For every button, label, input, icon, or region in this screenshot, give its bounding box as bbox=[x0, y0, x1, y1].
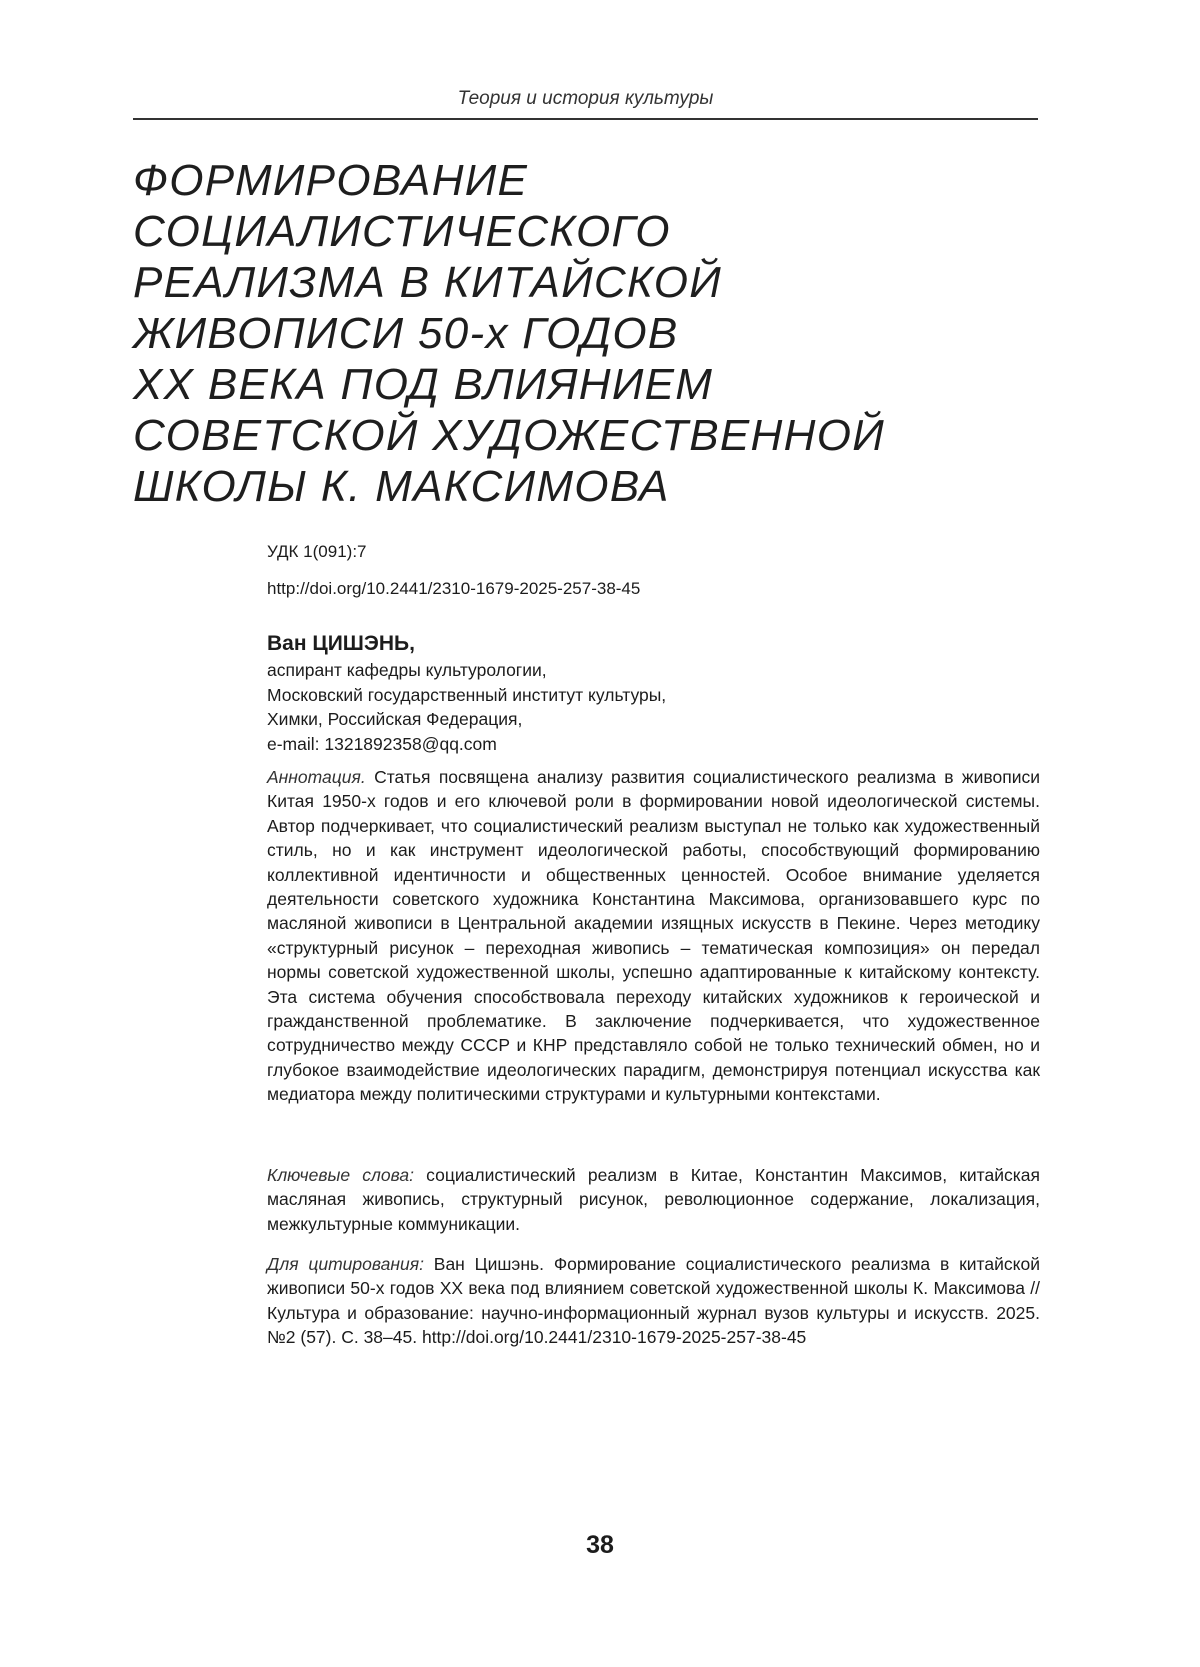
title-line: РЕАЛИЗМА В КИТАЙСКОЙ bbox=[133, 258, 723, 307]
author-location: Химки, Российская Федерация, bbox=[267, 709, 523, 729]
title-line: ШКОЛЫ К. МАКСИМОВА bbox=[133, 462, 670, 511]
abstract bbox=[267, 765, 1040, 1107]
citation-text: Ван Цишэнь. Формирование социалистического реализма в китайской живописи 50-х годов XX века под влиянием советской художественной школы К. Максимова // Культура и образование: научно-информационный журнал вузов культуры и искусств. 2025. №2 (57). С. 38–45. http://doi.org/10.2441/2310-1679-2025-257-38-45 bbox=[267, 1254, 1040, 1348]
keywords-text: социалистический реализм в Китае, Константин Максимов, китайская масляная живопись, структурный рисунок, революционное содержание, локализация, межкультурные коммуникации. bbox=[267, 1165, 1040, 1234]
keywords bbox=[267, 1163, 1040, 1236]
header-divider bbox=[133, 118, 1038, 120]
title-line: XX ВЕКА ПОД ВЛИЯНИЕМ bbox=[133, 360, 714, 409]
running-header: Теория и история культуры bbox=[457, 88, 714, 109]
title-line: СОЦИАЛИСТИЧЕСКОГО bbox=[133, 207, 671, 256]
doi-link[interactable]: http://doi.org/10.2441/2310-1679-2025-257-38-45 bbox=[267, 579, 641, 598]
udk-code: УДК 1(091):7 bbox=[267, 542, 367, 561]
title-line: СОВЕТСКОЙ ХУДОЖЕСТВЕННОЙ bbox=[133, 411, 886, 460]
author-institution: Московский государственный институт культуры, bbox=[267, 684, 667, 705]
page-number: 38 bbox=[586, 1531, 614, 1559]
author-block bbox=[267, 630, 1047, 756]
abstract-text: Статья посвящена анализу развития социалистического реализма в живописи Китая 1950-х годов и его ключевой роли в формировании новой идеологической системы. Автор подчеркивает, что социалистический реализм выступал не только как художественный стиль, но и как инструмент идеологической работы, способствующий формированию коллективной идентичности и общественных ценностей. Особое внимание уделяется деятельности советского художника Константина Максимова, организовавшего курс по масляной живописи в Центральной академии изящных искусств в Пекине. Через методику «структурный рисунок – переходная живопись – тематическая композиция» он передал нормы советской художественной школы, успешно адаптированные к китайскому контексту. Эта система обучения способствовала переходу китайских художников к героической и гражданственной проблематике. В заключение подчеркивается, что художественное сотрудничество между СССР и КНР представляло собой не только технический обмен, но и глубокое взаимодействие идеологических парадигм, демонстрируя потенциал искусства как медиатора между политическими структурами и культурными контекстами. bbox=[267, 767, 1041, 1105]
title-line: ФОРМИРОВАНИЕ bbox=[133, 156, 529, 205]
abstract-label: Аннотация. bbox=[267, 767, 366, 787]
article-title bbox=[133, 155, 1033, 512]
keywords-label: Ключевые слова: bbox=[267, 1165, 414, 1185]
author-name: Ван ЦИШЭНЬ, bbox=[267, 632, 415, 655]
citation-label: Для цитирования: bbox=[267, 1254, 424, 1274]
author-email[interactable]: e-mail: 1321892358@qq.com bbox=[267, 733, 497, 754]
author-position: аспирант кафедры культурологии, bbox=[267, 660, 547, 680]
citation bbox=[267, 1252, 1040, 1350]
title-line: ЖИВОПИСИ 50-х ГОДОВ bbox=[133, 309, 679, 358]
